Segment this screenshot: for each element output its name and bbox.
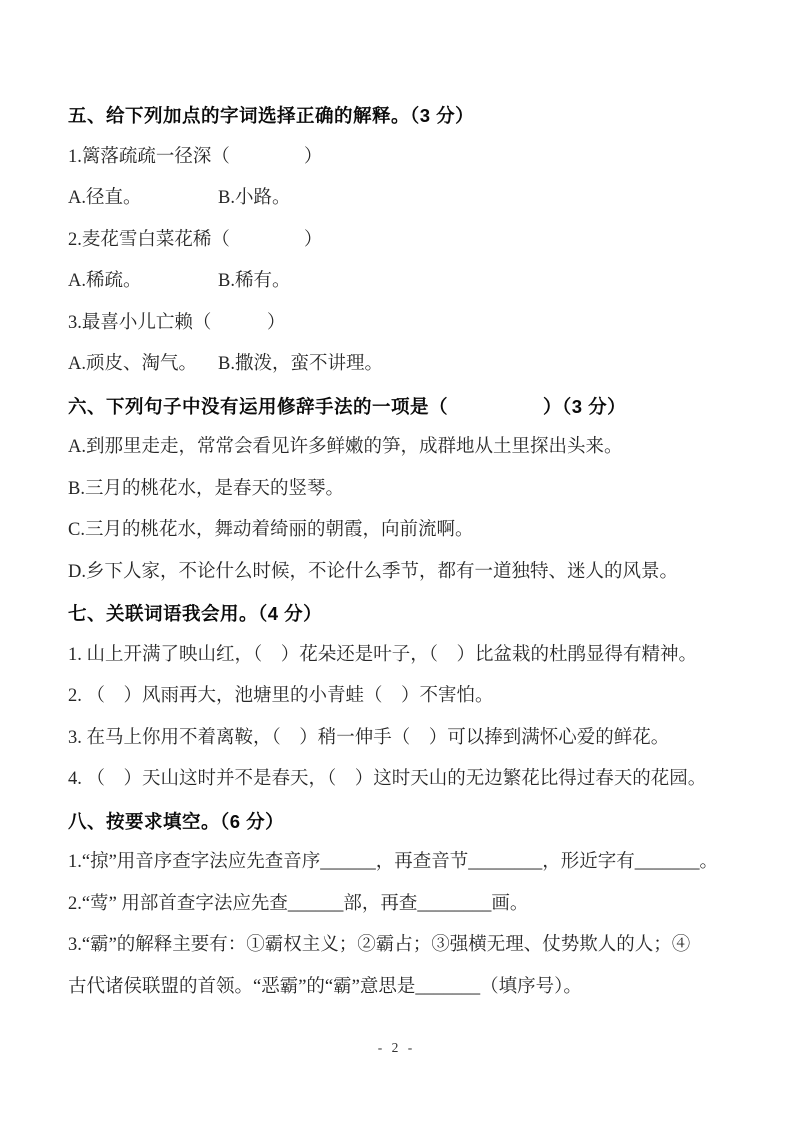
section8-question-2: 2.“莺” 用部首查字法应先查______部，再查________画。 (68, 893, 529, 914)
section-8 (68, 801, 753, 1009)
option-a-label: A.径直。 (68, 188, 142, 208)
section5-question-3: 3.最喜小儿亡赖（ ） (68, 312, 286, 333)
section5-question-1-options (68, 178, 753, 220)
section5-question-2-options (68, 261, 753, 303)
section-5 (68, 95, 753, 386)
section6-heading: 六、下列句子中没有运用修辞手法的一项是（ ）（3 分） (68, 395, 627, 417)
section7-question-3: 3. 在马上你用不着离鞍，（ ）稍一伸手（ ）可以捧到满怀心爱的鲜花。 (68, 727, 670, 748)
section5-heading: 五、给下列加点的字词选择正确的解释。（3 分） (68, 105, 475, 126)
section8-question-3-line2: 古代诸侯联盟的首领。“恶霸”的“霸”意思是_______（填序号）。 (68, 976, 582, 997)
section8-question-3-line1: 3.“霸”的解释主要有：①霸权主义；②霸占；③强横无理、仗势欺人的人；④ (68, 935, 691, 955)
option-b-label: B.稀有。 (218, 271, 291, 291)
section5-question-3-options (68, 344, 753, 386)
section7-question-2: 2. （ ）风雨再大，池塘里的小青蛙（ ）不害怕。 (68, 686, 494, 706)
section7-heading: 七、关联词语我会用。（4 分） (68, 603, 323, 624)
section5-question-2: 2.麦花雪白菜花稀（ ） (68, 229, 323, 250)
section6-option-a: A.到那里走走，常常会看见许多鲜嫩的笋，成群地从土里探出头来。 (68, 437, 623, 457)
section-7 (68, 593, 753, 801)
section6-option-b: B.三月的桃花水，是春天的竖琴。 (68, 478, 344, 499)
section7-question-4: 4. （ ）天山这时并不是春天，（ ）这时天山的无边繁花比得过春天的花园。 (68, 769, 707, 789)
section6-option-c: C.三月的桃花水，舞动着绮丽的朝霞，向前流啊。 (68, 520, 474, 540)
option-b-label: B.小路。 (218, 188, 291, 208)
section8-heading: 八、按要求填空。（6 分） (68, 810, 285, 832)
section5-question-1: 1.篱落疏疏一径深（ ） (68, 146, 323, 167)
section6-option-d: D.乡下人家，不论什么时候，不论什么季节，都有一道独特、迷人的风景。 (68, 561, 678, 582)
option-a-label: A.顽皮、淘气。 (68, 354, 197, 374)
section7-question-1: 1. 山上开满了映山红，（ ）花朵还是叶子，（ ）比盆栽的杜鹃显得有精神。 (68, 644, 698, 665)
option-a-label: A.稀疏。 (68, 271, 142, 291)
option-b-label: B.撒泼，蛮不讲理。 (218, 354, 383, 374)
section-6 (68, 386, 753, 594)
page-number: - 2 - (377, 1040, 416, 1055)
section8-question-1: 1.“掠”用音序查字法应先查音序______，再查音节________，形近字有_______。 (68, 852, 719, 872)
